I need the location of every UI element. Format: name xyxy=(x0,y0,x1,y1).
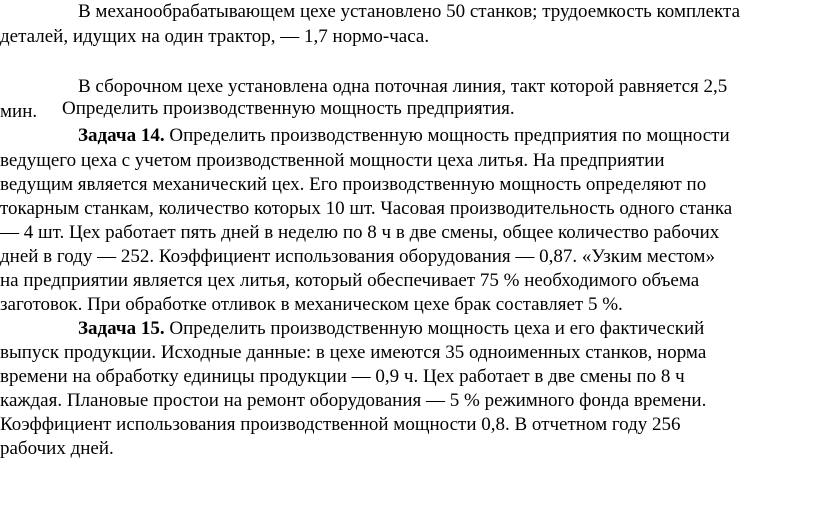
task-14-line-5: — 4 шт. Цех работает пять дней в неделю по 8 ч в две смены, общее количество рабочих xyxy=(0,222,720,243)
task-15-line-4: каждая. Плановые простои на ремонт оборудования — 5 % режимного фонда времени. xyxy=(0,390,707,411)
task-15-label: Задача 15. xyxy=(78,318,165,339)
paragraph-line-3: В сборочном цехе установлена одна поточная линия, такт которой равняется 2,5 xyxy=(78,76,728,97)
task-14-line-8: заготовок. При обработке отливок в механическом цехе брак составляет 5 %. xyxy=(0,294,623,315)
task-14-line-6: дней в году — 252. Коэффициент использования оборудования — 0,87. «Узким местом» xyxy=(0,246,715,267)
paragraph-line-1: В механообрабатывающем цехе установлено 50 станков; трудоемкость комплекта xyxy=(78,1,741,22)
task-15-line-2: выпуск продукции. Исходные данные: в цехе имеются 35 одноименных станков, норма xyxy=(0,342,707,363)
paragraph-line-4: мин. xyxy=(0,101,38,122)
task-prompt: Определить производственную мощность предприятия. xyxy=(62,98,515,119)
paragraph-line-2: деталей, идущих на один трактор, — 1,7 нормо-часа. xyxy=(0,26,430,47)
task-15-line-5: Коэффициент использования производственной мощности 0,8. В отчетном году 256 xyxy=(0,414,681,435)
task-15-text: Определить производственную мощность цеха и его фактический xyxy=(169,318,705,339)
task-14-line-4: токарным станкам, количество которых 10 шт. Часовая производительность одного станка xyxy=(0,198,733,219)
task-14-line-7: на предприятии является цех литья, который обеспечивает 75 % необходимого объема xyxy=(0,270,700,291)
task-15-line-6: рабочих дней. xyxy=(0,438,114,459)
task-14-text: Определить производственную мощность предприятия по мощности xyxy=(169,125,730,146)
task-15-first-line xyxy=(78,318,704,340)
task-14-line-3: ведущим является механический цех. Его производственную мощность определяют по xyxy=(0,174,707,195)
task-15-line-3: времени на обработку единицы продукции — 0,9 ч. Цех работает в две смены по 8 ч xyxy=(0,366,685,387)
task-14-label: Задача 14. xyxy=(78,125,165,146)
task-14-line-2: ведущего цеха с учетом производственной мощности цеха литья. На предприятии xyxy=(0,150,665,171)
task-14-first-line xyxy=(78,125,730,147)
